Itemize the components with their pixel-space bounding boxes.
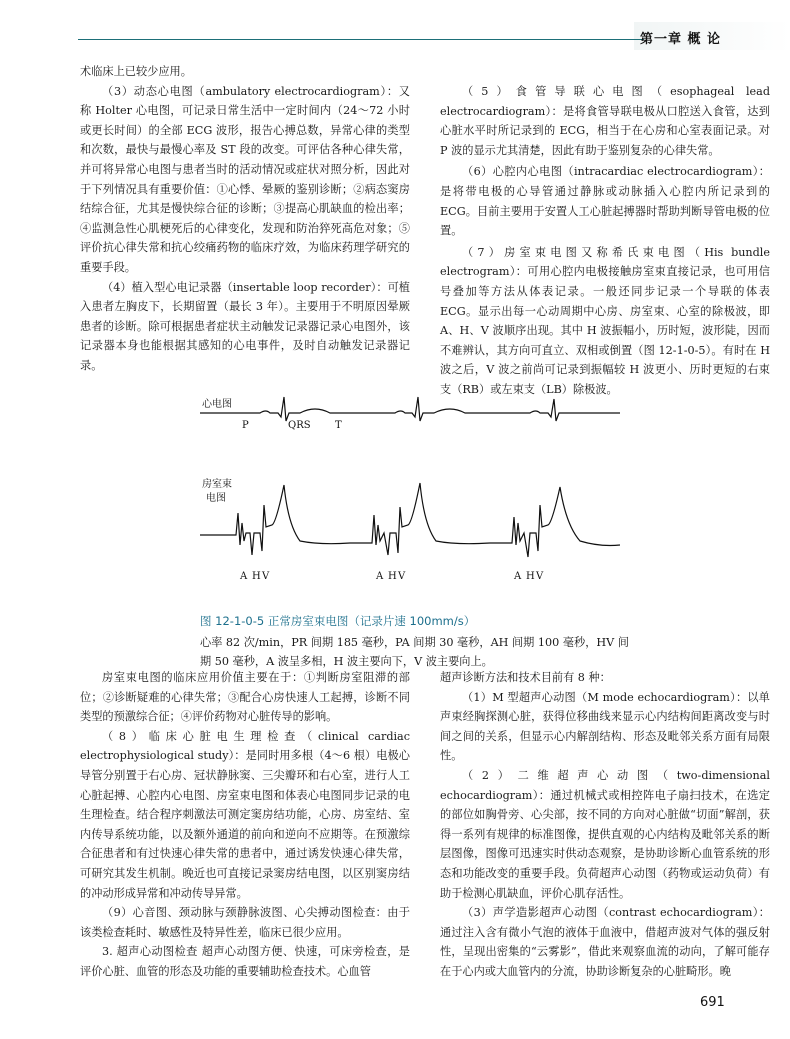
paragraph: （6）心腔内心电图（intracardiac electrocardiogram）：是将带电极的心导管通过静脉或动脉插入心腔内所记录到的 ECG。目前主要用于安置人工心脏起搏器时帮助判断导管电极的位置。 — [440, 165, 770, 238]
his-label-1: 房室束 — [202, 479, 232, 490]
paragraph: （8）临床心脏电生理检查（clinical cardiac electrophysiological study）：是同时用多根（4～6 根）电极心导管分别置于右心房、冠状静脉窦、三尖瓣环和右心室，进行人工心脏起搏、心腔内心电图、房室束电图和体表心电图同步记录的电生理检查。结合程序刺激法可测定窦房结功能，心房、房室结、室内传导系统功能，以及额外通道的前向和逆向不应期等。在预激综合征患者和有过快速心律失常的患者中，通过诱发快速心律失常，可研究其发生机制。晚近也可直接记录窦房结电图，以区别窦房结的冲动形成异常和冲动传导异常。 — [80, 729, 410, 900]
paragraph: （3）声学造影超声心动图（contrast echocardiogram）：通过注入含有微小气泡的液体于血液中，借超声波对气体的强反射性，呈现出密集的“云雾影”，借此来观察血流的动向，了解可能存在于心内或大血管内的分流，协助诊断复杂的心脏畸形。晚 — [440, 906, 770, 978]
paragraph: （4）植入型心电记录器（insertable loop recorder）：可植入患者左胸皮下，长期留置（最长 3 年）。主要用于不明原因晕厥患者的诊断。除可根据患者症状主动触发记录器记录心电图外，该记录器本身也能根据其感知的心电事件，及时自动触发记录器记录。 — [80, 280, 410, 372]
wave-qrs-label: QRS — [288, 420, 311, 431]
mark-h-3: H — [526, 571, 535, 582]
mark-a-1: A — [240, 571, 248, 582]
mark-v-3: V — [536, 571, 544, 582]
mark-a-2: A — [376, 571, 384, 582]
mark-v-2: V — [398, 571, 406, 582]
paragraph: 术临床上已较少应用。 — [80, 65, 192, 78]
wave-t-label: T — [335, 420, 342, 431]
mark-h-2: H — [388, 571, 397, 582]
paragraph: （1）M 型超声心动图（M mode echocardiogram）：以单声束经胸探测心脏，获得位移曲线来显示心内结构间距离改变与时间之间的关系，但显示心内解剖结构、形态及毗邻关系方面有局限性。 — [440, 690, 770, 763]
his-bundle-trace — [200, 483, 620, 557]
header-rule — [78, 39, 644, 40]
surface-ecg-trace — [200, 397, 620, 421]
paragraph: （3）动态心电图（ambulatory electrocardiogram）：又称 Holter 心电图，可记录日常生活中一定时间内（24～72 小时或更长时间）的全部 ECG 波形，报告心搏总数，异常心律的类型和次数，最快与最慢心率及 ST 段的改变。可评估各种心律失常，并可将异常心电图与患者当时的活动情况或症状对照分析，因此对于下列情况具有重要价值：①心悸、晕厥的鉴别诊断；②病态窦房结综合征，尤其是慢快综合征的诊断；③提高心肌缺血的检出率；④监测急性心肌梗死后的心律变化，发现和防治猝死高危对象；⑤评价抗心律失常和抗心绞痛药物的临床疗效，为临床药理学研究的重要手段。 — [80, 84, 410, 274]
his-label-2: 电图 — [206, 493, 226, 504]
mark-h-1: H — [252, 571, 261, 582]
paragraph: 超声诊断方法和技术目前有 8 种： — [440, 671, 611, 684]
figure-note: 心率 82 次/min，PR 间期 185 毫秒，PA 间期 30 毫秒，AH 间期 100 毫秒，HV 间期 50 毫秒，A 波呈多相，H 波主要向下，V 波主要向上。 — [200, 636, 629, 668]
page-number: 691 — [700, 995, 725, 1010]
left-column-top — [80, 62, 410, 376]
wave-p-label: P — [242, 420, 249, 431]
his-bundle-figure — [200, 395, 620, 605]
figure-caption: 图 12-1-0-5 正常房室束电图（记录片速 100mm/s） — [200, 614, 476, 628]
mark-v-1: V — [262, 571, 270, 582]
paragraph: 3. 超声心动图检查 超声心动图方便、快速，可床旁检查，是评价心脏、血管的形态及功能的重要辅助检查技术。心血管 — [80, 945, 410, 978]
paragraph: （5）食管导联心电图（esophageal lead electrocardiogram）：是将食管导联电极从口腔送入食管，达到心脏水平时所记录到的 ECG，相当于在心房和心室表面记录。对 P 波的显示尤其清楚，因此有助于鉴别复杂的心律失常。 — [440, 85, 770, 157]
ecg-label: 心电图 — [202, 399, 232, 410]
right-column-top — [440, 82, 770, 400]
paragraph: （7）房室束电图又称希氏束电图（His bundle electrogram）：可用心腔内电极接触房室束直接记录，也可用信号叠加等方法从体表记录。一般还同步记录一个导联的体表 ECG。显示出每一心动周期中心房、房室束、心室的除极波，即 A、H、V 波顺序出现。其中 H 波振幅小，历时短，波形陡，因而不难辨认，其方向可直立、双相或倒置（图 12-1-0-5）。有时在 H 波之后，V 波之前尚可记录到振幅较 H 波更小、历时更短的右束支（RB）或左束支（LB）除极波。 — [440, 245, 770, 396]
paragraph: （2）二维超声心动图（two-dimensional echocardiogram）：通过机械式或相控阵电子扇扫技术，在选定的部位如胸骨旁、心尖部，按不同的方向对心脏做“切面”解剖，获得一系列有规律的标准图像，提供直观的心内结构及毗邻关系的断层图像，图像可迅速实时供动态观察，是协助诊断心血管系统的形态和功能改变的重要手段。负荷超声心动图（药物或运动负荷）有助于检测心肌缺血，评价心肌存活性。 — [440, 768, 770, 900]
paragraph: （9）心音图、颈动脉与颈静脉波图、心尖搏动图检查：由于该类检查耗时、敏感性及特异性差，临床已很少应用。 — [80, 906, 410, 939]
chapter-title: 第一章 概 论 — [640, 32, 722, 47]
mark-a-3: A — [514, 571, 522, 582]
right-column-bottom — [440, 668, 770, 982]
paragraph: 房室束电图的临床应用价值主要在于：①判断房室阻滞的部位；②诊断疑难的心律失常；③配合心房快速人工起搏，诊断不同类型的预激综合征；④评价药物对心脏传导的影响。 — [80, 671, 410, 724]
left-column-bottom — [80, 668, 410, 982]
